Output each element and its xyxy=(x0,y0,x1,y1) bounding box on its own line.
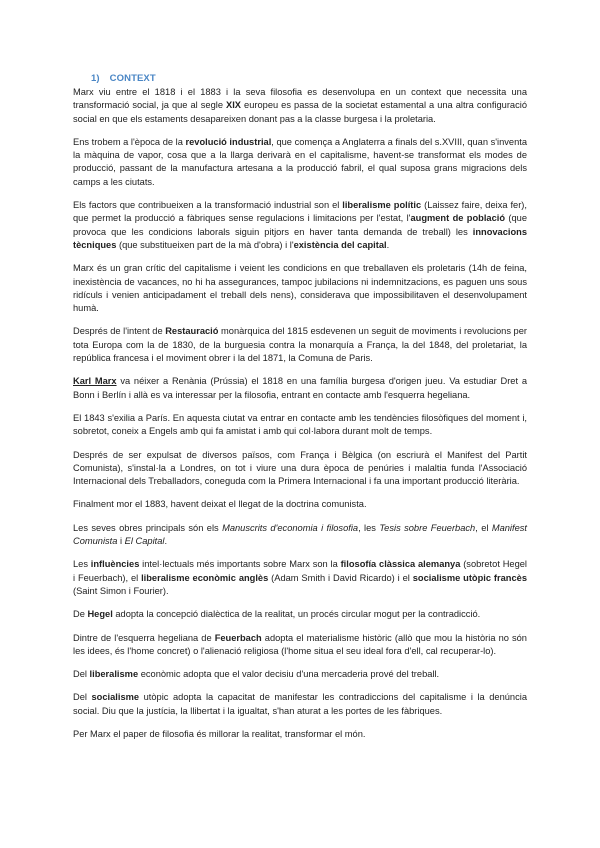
bold-term: liberalisme xyxy=(89,669,139,680)
paragraph xyxy=(73,199,527,252)
text-run: De xyxy=(73,609,88,620)
text-run: i xyxy=(117,536,125,547)
paragraph xyxy=(73,691,527,718)
section-heading xyxy=(91,73,156,84)
text-run: (Laissez faire, deixa fer), que permet la producció a fàbriques sense regulacions i limitacions per l'estat, l' xyxy=(73,200,527,224)
bold-term: Karl Marx xyxy=(73,376,117,387)
text-run: Marx viu entre el 1818 i el 1883 i la seva filosofia es desenvolupa en un context que necessita una transformació social, ja que al segle xyxy=(73,87,527,111)
bold-term: Restauració xyxy=(165,326,219,337)
bold-term: augment de població xyxy=(410,213,506,224)
text-run: . xyxy=(386,239,390,250)
text-run: europeu es passa de la societat estamental a una altra configuració social en que els estaments desapareixen donant pas a la classe burgesa i la proletaria. xyxy=(73,100,527,124)
italic-title: Manifest Comunista xyxy=(73,522,527,547)
paragraph xyxy=(73,325,527,365)
italic-title: El Capital xyxy=(124,536,165,547)
bold-term: XIX xyxy=(226,100,242,111)
paragraph xyxy=(73,558,527,598)
text-run: Del xyxy=(73,669,90,680)
document-body xyxy=(73,86,527,751)
text-run: (sobretot Hegel i Feuerbach), el xyxy=(73,559,527,583)
text-run: . xyxy=(164,536,168,547)
text-run: intel·lectuals més importants sobre Marx son la xyxy=(139,559,341,570)
paragraph xyxy=(73,522,527,549)
paragraph xyxy=(73,668,527,681)
paragraph xyxy=(73,262,527,315)
bold-term: liberalisme polític xyxy=(342,200,422,211)
bold-term: existència del capital xyxy=(293,239,387,250)
paragraph xyxy=(73,86,527,126)
bold-term: Feuerbach xyxy=(214,632,262,643)
bold-term: Hegel xyxy=(87,609,113,620)
bold-term: socialisme xyxy=(91,692,140,703)
italic-title: Tesis sobre Feuerbach xyxy=(379,522,476,533)
paragraph xyxy=(73,449,527,489)
text-run: adopta el materialisme històric (allò que mou la història no són les idees, és l'home concret) o l'alienació religiosa (l'home situa el seu ideal fora d'ell, cal recuperar-lo). xyxy=(73,632,527,656)
bold-term: liberalisme econòmic anglès xyxy=(141,572,269,583)
text-run: Els factors que contribueixen a la transformació industrial son el xyxy=(73,200,343,211)
paragraph xyxy=(73,728,527,741)
text-run: Dintre de l'esquerra hegeliana de xyxy=(73,632,215,643)
text-run: , que comença a Anglaterra a finals del s.XVIII, quan s'inventa la màquina de vapor, cosa que a la llarga derivarà en el capitalisme, havent-se transformat els modes de producció, passant de la manufactura artesana a la producció fabril, el qual suposa grans migracions dels camps a les ciutats. xyxy=(73,136,528,187)
text-run: Les xyxy=(73,559,91,570)
text-run: (Saint Simon i Fourier). xyxy=(73,585,169,596)
bold-term: innovacions tècniques xyxy=(73,226,527,250)
paragraph xyxy=(73,498,527,511)
section-number: 1) xyxy=(91,73,100,84)
text-run: Marx és un gran crític del capitalisme i veient les condicions en que treballaven els proletaris (14h de feina, inexistència de vacances, no hi ha assegurances, tampoc jubilacions ni indemnitzacions, es paguen uns sous ridículs i venien anticipadament el treball dels nens), considerava que impossibilitaven el desenvolupament humà. xyxy=(73,263,527,314)
text-run: (que substitueixen part de la mà d'obra) i l' xyxy=(116,239,294,250)
paragraph xyxy=(73,632,527,659)
bold-term: influències xyxy=(90,559,140,570)
text-run: , les xyxy=(358,522,380,533)
text-run: Finalment mor el 1883, havent deixat el llegat de la doctrina comunista. xyxy=(73,499,367,510)
italic-title: Manuscrits d'economia i filosofia xyxy=(222,522,359,533)
text-run: econòmic adopta que el valor decisiu d'una mercaderia prové del treball. xyxy=(138,669,440,680)
text-run: Després de ser expulsat de diversos països, com França i Bèlgica (on escriurà el Manifest del Partit Comunista), s'instal·la a Londres, on tot i viure una dura època de penúries i malaltia funda l'Associació Internacional dels Treballadors, coneguda com la Primera Internacional i fa una important producció literària. xyxy=(73,449,527,487)
text-run: Les seves obres principals són els xyxy=(73,522,223,533)
text-run: Del xyxy=(73,692,92,703)
text-run: Després de l'intent de xyxy=(73,326,166,337)
text-run: utòpic adopta la capacitat de manifestar les contradiccions del capitalisme i la denúncia social. Diu que la justícia, la llibertat i la igualtat, s'han aturat a les portes de les fàbriques. xyxy=(73,692,527,716)
text-run: (Adam Smith i David Ricardo) i el xyxy=(268,572,413,583)
text-run: El 1843 s'exilia a París. En aquesta ciutat va entrar en contacte amb les tendències filosòfiques del moment i, sobretot, coneix a Engels amb qui fa amistat i amb qui col·labora durant molt de temps. xyxy=(73,412,527,437)
bold-term: revolució industrial xyxy=(185,136,272,147)
bold-term: filosofía clàssica alemanya xyxy=(340,559,461,570)
text-run: va néixer a Renània (Prússia) el 1818 en una família burgesa d'origen jueu. Va estudiar Dret a Bonn i Berlín i allà es va interessar per la filosofia, entrant en contacte amb l'esquerra hegeliana. xyxy=(73,376,527,400)
text-run: monàrquica del 1815 esdevenen un seguit de moviments i revolucions per tota Europa com la de 1830, de la burguesia contra la monarquía a França, la del 1848, del proletariat, la república francesa i el moviment obrer i la del 1871, la Comuna de Paris. xyxy=(73,326,527,364)
paragraph xyxy=(73,375,527,402)
text-run: Ens trobem a l'època de la xyxy=(73,136,186,147)
paragraph xyxy=(73,608,527,621)
text-run: adopta la concepció dialèctica de la realitat, un procés circular mogut per la contradicció. xyxy=(112,609,481,620)
text-run: (que provoca que les condicions laborals siguin pitjors en haver tanta demanda de treball) les xyxy=(73,213,527,237)
bold-term: socialisme utòpic francès xyxy=(412,572,527,583)
paragraph xyxy=(73,136,527,189)
text-run: Per Marx el paper de filosofia és millorar la realitat, transformar el món. xyxy=(73,728,366,739)
section-title: CONTEXT xyxy=(109,73,156,84)
paragraph xyxy=(73,412,527,439)
text-run: , el xyxy=(475,522,492,533)
